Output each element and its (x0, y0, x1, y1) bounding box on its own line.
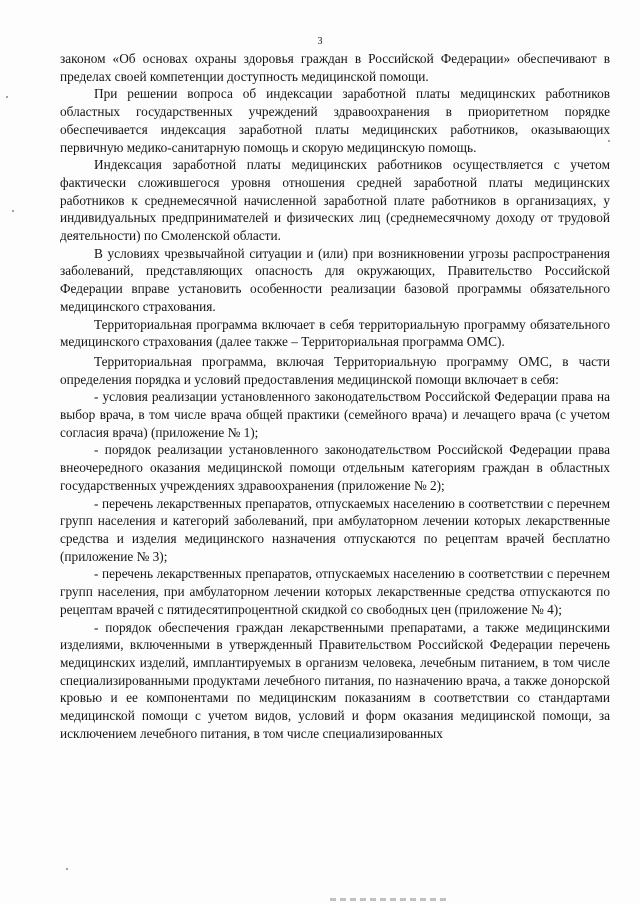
scan-speck (6, 96, 8, 98)
page-number: 3 (317, 36, 323, 47)
list-item-priority-care: - порядок реализации установленного законодательством Российской Федерации права внеочередного оказания медицинской помощи отдельным категориям граждан в областных государственных учреждениях здравоохранения (приложение № 2); (60, 442, 610, 493)
paragraph-territorial-program-includes: Территориальная программа включает в себя территориальную программу обязательного медицинского страхования (далее также – Территориальная программа ОМС). (60, 316, 610, 350)
scan-artifact (330, 898, 450, 901)
paragraph-continuation: законом «Об основах охраны здоровья граждан в Российской Федерации» обеспечивают в пределах своей компетенции доступность медицинской помощи. (60, 51, 610, 84)
paragraph-emergency-situation: В условиях чрезвычайной ситуации и (или) при возникновении угрозы распространения заболеваний, представляющих опасность для окружающих, Правительство Российской Федерации вправе установить особенности реализации базовой программы обязательного медицинского страхования. (60, 245, 610, 314)
paragraph-program-scope: Территориальная программа, включая Территориальную программу ОМС, в части определения порядка и условий предоставления медицинской помощи включает в себя: (60, 353, 610, 387)
scan-speck (608, 140, 610, 142)
paragraph-salary-indexation-basis: Индексация заработной платы медицинских работников осуществляется с учетом фактически сложившегося уровня отношения средней заработной платы медицинских работников к среднемесячной начисленной заработной плате работников в организациях, у индивидуальных предпринимателей и физических лиц (среднемесячному доходу от трудовой деятельности) по Смоленской области. (60, 157, 610, 244)
list-item-drug-provision-order: - порядок обеспечения граждан лекарственными препаратами, а также медицинскими изделиями, включенными в утвержденный Правительством Российской Федерации перечень медицинских изделий, имплантируемых в организм человека, лечебным питанием, в том числе специализированными продуктами лечебного питания, по назначению врача, а также донорской кровью и ее компонентами по медицинским показаниям в соответствии со стандартами медицинской помощи с учетом видов, условий и форм оказания медицинской помощи, за исключением лечебного питания, в том числе специализированных (60, 619, 610, 741)
scan-speck (12, 210, 14, 212)
list-item-choice-of-doctor: - условия реализации установленного законодательством Российской Федерации права на выбор врача, в том числе врача общей практики (семейного врача) и лечащего врача (с учетом согласия врача) (приложение № 1); (60, 389, 610, 440)
document-body (60, 50, 610, 742)
list-item-free-drugs: - перечень лекарственных препаратов, отпускаемых населению в соответствии с перечнем групп населения и категорий заболеваний, при амбулаторном лечении которых лекарственные средства и изделия медицинского назначения отпускаются по рецептам врачей бесплатно (приложение № 3); (60, 495, 610, 564)
list-item-discount-drugs: - перечень лекарственных препаратов, отпускаемых населению в соответствии с перечнем групп населения, при амбулаторном лечении которых лекарственные средства отпускаются по рецептам врачей с пятидесятипроцентной скидкой со свободных цен (приложение № 4); (60, 566, 610, 617)
scan-speck (66, 868, 68, 870)
paragraph-salary-indexation-priority: При решении вопроса об индексации заработной платы медицинских работников областных государственных учреждений здравоохранения в приоритетном порядке обеспечивается индексация заработной платы медицинских работников, оказывающих первичную медико-санитарную помощь и скорую медицинскую помощь. (60, 86, 610, 155)
